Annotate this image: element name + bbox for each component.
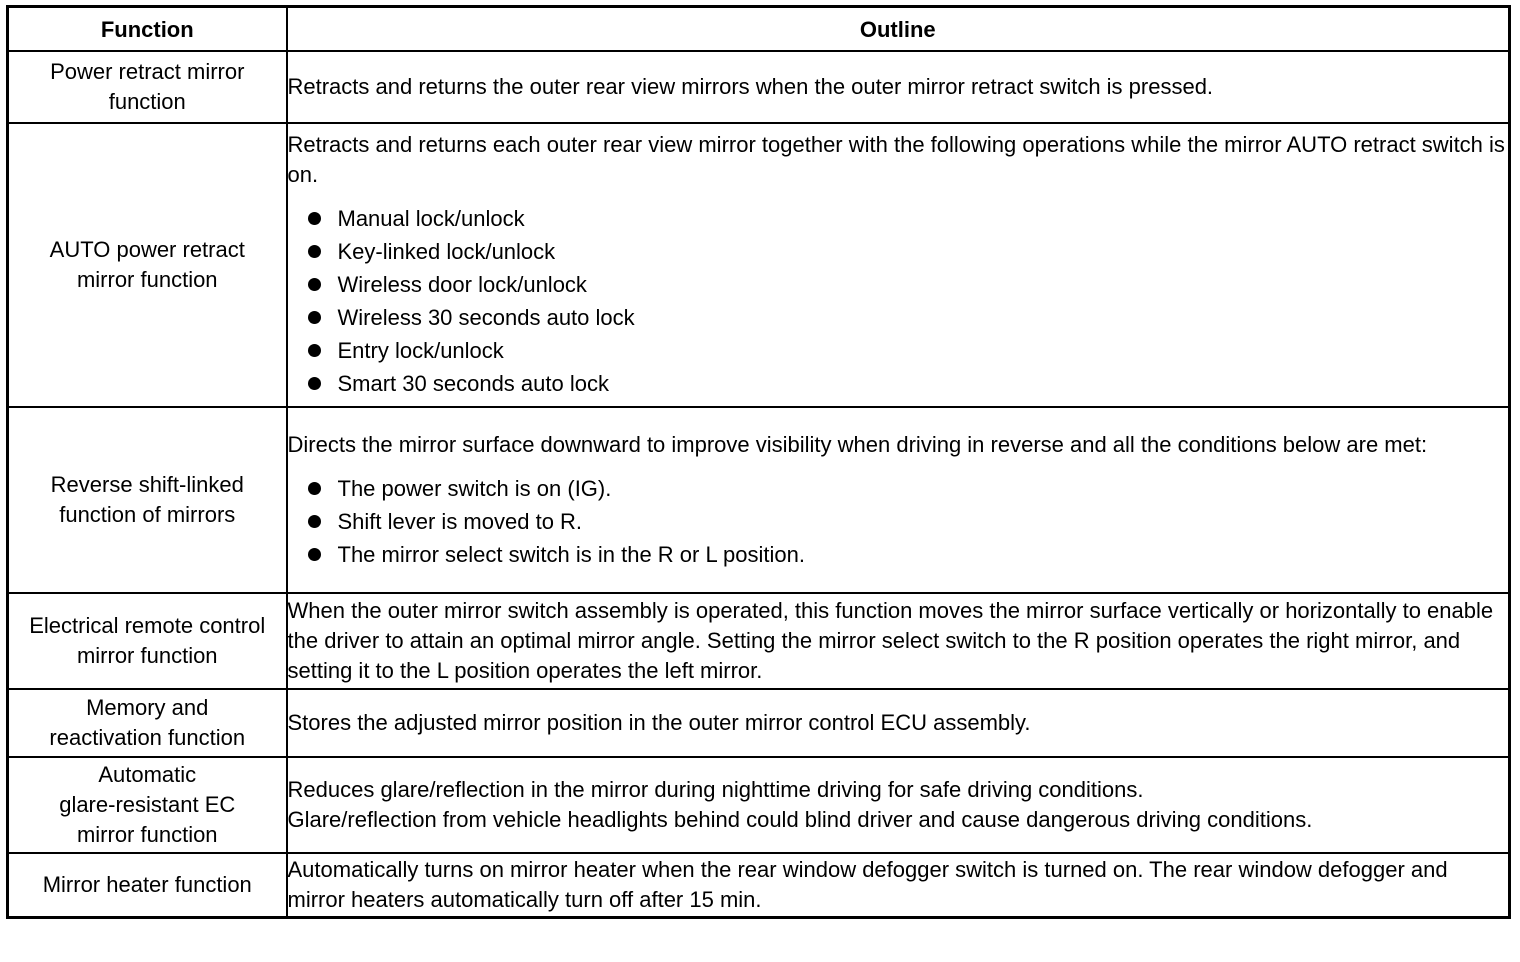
function-line: AUTO power retract bbox=[49, 237, 245, 262]
outline-cell bbox=[287, 407, 1510, 593]
outline-column-header: Outline bbox=[287, 7, 1510, 52]
function-cell bbox=[8, 853, 287, 918]
bullet-text: Shift lever is moved to R. bbox=[337, 508, 583, 534]
function-line: Electrical remote control bbox=[29, 613, 266, 638]
bullet-text: Wireless 30 seconds auto lock bbox=[337, 305, 635, 330]
function-cell bbox=[8, 689, 287, 757]
function-outline-sheet bbox=[6, 5, 1508, 919]
bullet-text: Smart 30 seconds auto lock bbox=[337, 371, 609, 396]
function-line: mirror function bbox=[76, 643, 218, 668]
bullet-dot-icon bbox=[308, 278, 321, 291]
table-row bbox=[8, 757, 1510, 853]
function-line: Reverse shift-linked bbox=[50, 472, 244, 497]
table-row bbox=[8, 853, 1510, 918]
bullet-item bbox=[306, 472, 1509, 505]
bullet-item bbox=[306, 505, 1509, 538]
bullet-text: Wireless door lock/unlock bbox=[337, 272, 587, 297]
function-line: function bbox=[108, 89, 186, 114]
function-line: mirror function bbox=[76, 267, 218, 292]
outline-paragraph: Automatically turns on mirror heater when the rear window defogger switch is turned on. The rear window defogger and mirror heaters automatically turn off after 15 min. bbox=[287, 857, 1448, 912]
outline-cell bbox=[287, 123, 1510, 407]
bullet-dot-icon bbox=[308, 212, 321, 225]
bullet-item bbox=[306, 334, 1509, 367]
function-line: Automatic bbox=[98, 762, 197, 787]
outline-paragraph: When the outer mirror switch assembly is operated, this function moves the mirror surface vertically or horizontally to enable the driver to attain an optimal mirror angle. Setting the mirror select switch to the R position operates the right mirror, and setting it to the L position operates the left mirror. bbox=[287, 598, 1494, 683]
function-cell bbox=[8, 51, 287, 123]
outline-paragraph: Retracts and returns the outer rear view mirrors when the outer mirror retract switch is pressed. bbox=[287, 74, 1214, 99]
table-row bbox=[8, 407, 1510, 593]
bullet-text: The mirror select switch is in the R or L position. bbox=[337, 541, 805, 567]
header-row bbox=[8, 7, 1510, 52]
outline-cell bbox=[287, 757, 1510, 853]
outline-paragraph: Glare/reflection from vehicle headlights behind could blind driver and cause dangerous driving conditions. bbox=[287, 807, 1313, 832]
outline-paragraph: Stores the adjusted mirror position in the outer mirror control ECU assembly. bbox=[287, 710, 1031, 735]
bullet-item bbox=[306, 268, 1509, 301]
bullet-dot-icon bbox=[308, 245, 321, 258]
table-row bbox=[8, 689, 1510, 757]
bullet-dot-icon bbox=[308, 515, 321, 528]
bullet-item bbox=[306, 301, 1509, 334]
function-line: mirror function bbox=[76, 822, 218, 847]
outline-paragraph: Reduces glare/reflection in the mirror during nighttime driving for safe driving conditions. bbox=[287, 777, 1144, 802]
bullet-dot-icon bbox=[308, 344, 321, 357]
function-cell bbox=[8, 123, 287, 407]
bullet-text: The power switch is on (IG). bbox=[337, 475, 612, 501]
bullet-list bbox=[288, 472, 1509, 571]
outline-cell bbox=[287, 853, 1510, 918]
function-line: glare-resistant EC bbox=[59, 792, 236, 817]
bullet-item bbox=[306, 202, 1509, 235]
bullet-item bbox=[306, 538, 1509, 571]
outline-cell bbox=[287, 593, 1510, 689]
bullet-text: Entry lock/unlock bbox=[337, 338, 504, 363]
function-outline-table bbox=[6, 5, 1511, 919]
table-row bbox=[8, 123, 1510, 407]
function-cell bbox=[8, 407, 287, 593]
function-line: function of mirrors bbox=[59, 502, 236, 527]
outline-cell bbox=[287, 689, 1510, 757]
bullet-dot-icon bbox=[308, 377, 321, 390]
function-line: reactivation function bbox=[49, 725, 246, 750]
function-cell bbox=[8, 757, 287, 853]
table-row bbox=[8, 593, 1510, 689]
bullet-text: Key-linked lock/unlock bbox=[337, 239, 556, 264]
bullet-item bbox=[306, 235, 1509, 268]
bullet-dot-icon bbox=[308, 482, 321, 495]
function-line: Power retract mirror bbox=[50, 59, 245, 84]
bullet-item bbox=[306, 367, 1509, 400]
bullet-dot-icon bbox=[308, 548, 321, 561]
function-line: Mirror heater function bbox=[42, 872, 252, 897]
outline-paragraph: Directs the mirror surface downward to improve visibility when driving in reverse and all the conditions below are met: bbox=[287, 431, 1428, 457]
function-line: Memory and bbox=[86, 695, 209, 720]
bullet-text: Manual lock/unlock bbox=[337, 206, 525, 231]
table-row bbox=[8, 51, 1510, 123]
bullet-dot-icon bbox=[308, 311, 321, 324]
function-column-header: Function bbox=[8, 7, 287, 52]
function-cell bbox=[8, 593, 287, 689]
outline-cell bbox=[287, 51, 1510, 123]
bullet-list bbox=[288, 202, 1509, 400]
outline-paragraph: Retracts and returns each outer rear view mirror together with the following operations while the mirror AUTO retract switch is on. bbox=[287, 132, 1505, 187]
